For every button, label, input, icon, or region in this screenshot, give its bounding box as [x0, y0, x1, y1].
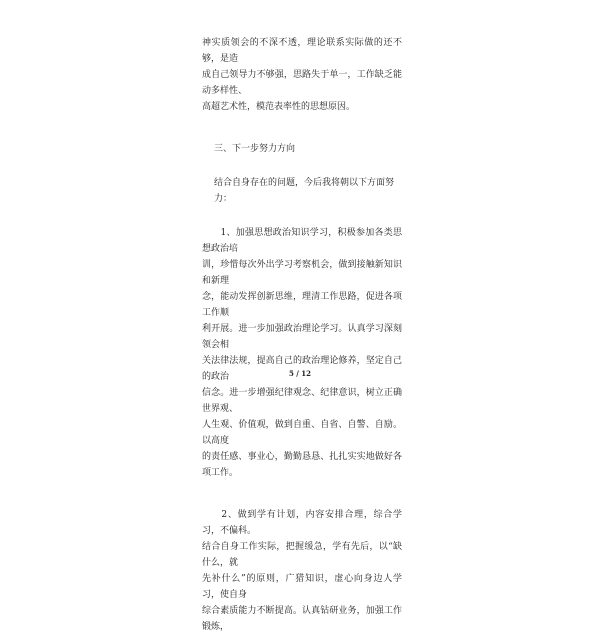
list-item-2: 2、做到学有计划，内容安排合理，综合学习，不偏科。 结合自身工作实际，把握缓急，学有先后，以“缺什么，就 先补什么”的原则，广猎知识，虚心向身边人学习，使自身 综合素质能力不断提高。认真钻研业务，加强工作锻炼， — [202, 510, 402, 632]
page-number-indicator: 5 / 12 — [288, 369, 312, 378]
section-heading: 三、下一步努力方向 — [214, 144, 296, 154]
intro-line: 结合自身存在的问题，今后我将朝以下方面努力： — [214, 178, 395, 204]
running-header — [0, 14, 600, 21]
continuation-paragraph: 神实质领会的不深不透，理论联系实际做的还不够，是造 成自己领导力不够强，思路失于单一，工作缺乏能动多样性、 高超艺术性，模范表率性的思想原因。 — [202, 38, 402, 112]
document-body — [202, 35, 402, 635]
spacer — [202, 157, 402, 175]
spacer — [202, 207, 402, 225]
spacer — [202, 481, 402, 507]
spacer — [202, 115, 402, 141]
list-item-1: 1、加强思想政治知识学习，积极参加各类思想政治培 训，珍惜每次外出学习考察机会，做到接触新知识和新理 念，能动发挥创新思维，理清工作思路，促进各项工作顺 利开展。进一步加强政治理论学习。认真学习深刻领会相 关法律法规，提高自己的政治理论修养，坚定自己的政治 信念。进一步增强纪律观念、纪律意识，树立正确世界观、 人生观、价值观，做到自重、自省、自警、自励。以高度 的责任感、事业心，勤勤恳恳、扎扎实实地做好各项工作。 — [202, 228, 402, 478]
